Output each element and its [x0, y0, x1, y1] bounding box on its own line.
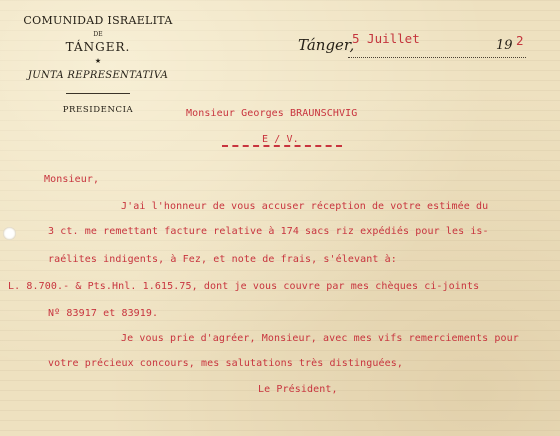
letterhead-rule: [66, 93, 130, 94]
body-line: votre précieux concours, mes salutations très distinguées,: [48, 358, 403, 369]
body-line: L. 8.700.- & Pts.Hnl. 1.615.75, dont je vous couvre par mes chèques ci-joints: [8, 281, 480, 292]
letterhead-office: PRESIDENCIA: [62, 105, 134, 115]
recipient-name: Monsieur Georges BRAUNSCHVIG: [186, 108, 358, 119]
body-line: raélites indigents, à Fez, et note de frais, s'élevant à:: [48, 254, 397, 265]
body-line: Nº 83917 et 83919.: [48, 308, 159, 319]
recipient-city: E / V.: [262, 134, 299, 145]
letterhead-de: DE: [93, 31, 103, 38]
punch-hole: [3, 227, 16, 240]
date-place: Tánger,: [298, 36, 355, 54]
salutation: Monsieur,: [44, 174, 100, 185]
star-icon: ★: [94, 57, 102, 65]
body-line: 3 ct. me remettant facture relative à 174 sacs riz expédiés pour les is-: [48, 226, 489, 237]
closing: Le Président,: [258, 384, 338, 395]
typed-year: 2: [516, 33, 524, 48]
letterhead-junta: JUNTA REPRESENTATIVA: [27, 70, 169, 81]
body-line: J'ai l'honneur de vous accuser réception de votre estimée du: [121, 201, 489, 212]
date-rule: [348, 57, 526, 58]
letterhead-organization: COMUNIDAD ISRAELITA: [23, 14, 173, 27]
typed-date: 5 Juillet: [352, 31, 420, 46]
body-line: Je vous prie d'agréer, Monsieur, avec mes vifs remerciements pour: [121, 333, 519, 344]
recipient-underline: [222, 145, 342, 147]
letterhead-city: TÁNGER.: [65, 40, 131, 54]
date-year-prefix: 19: [496, 38, 513, 53]
